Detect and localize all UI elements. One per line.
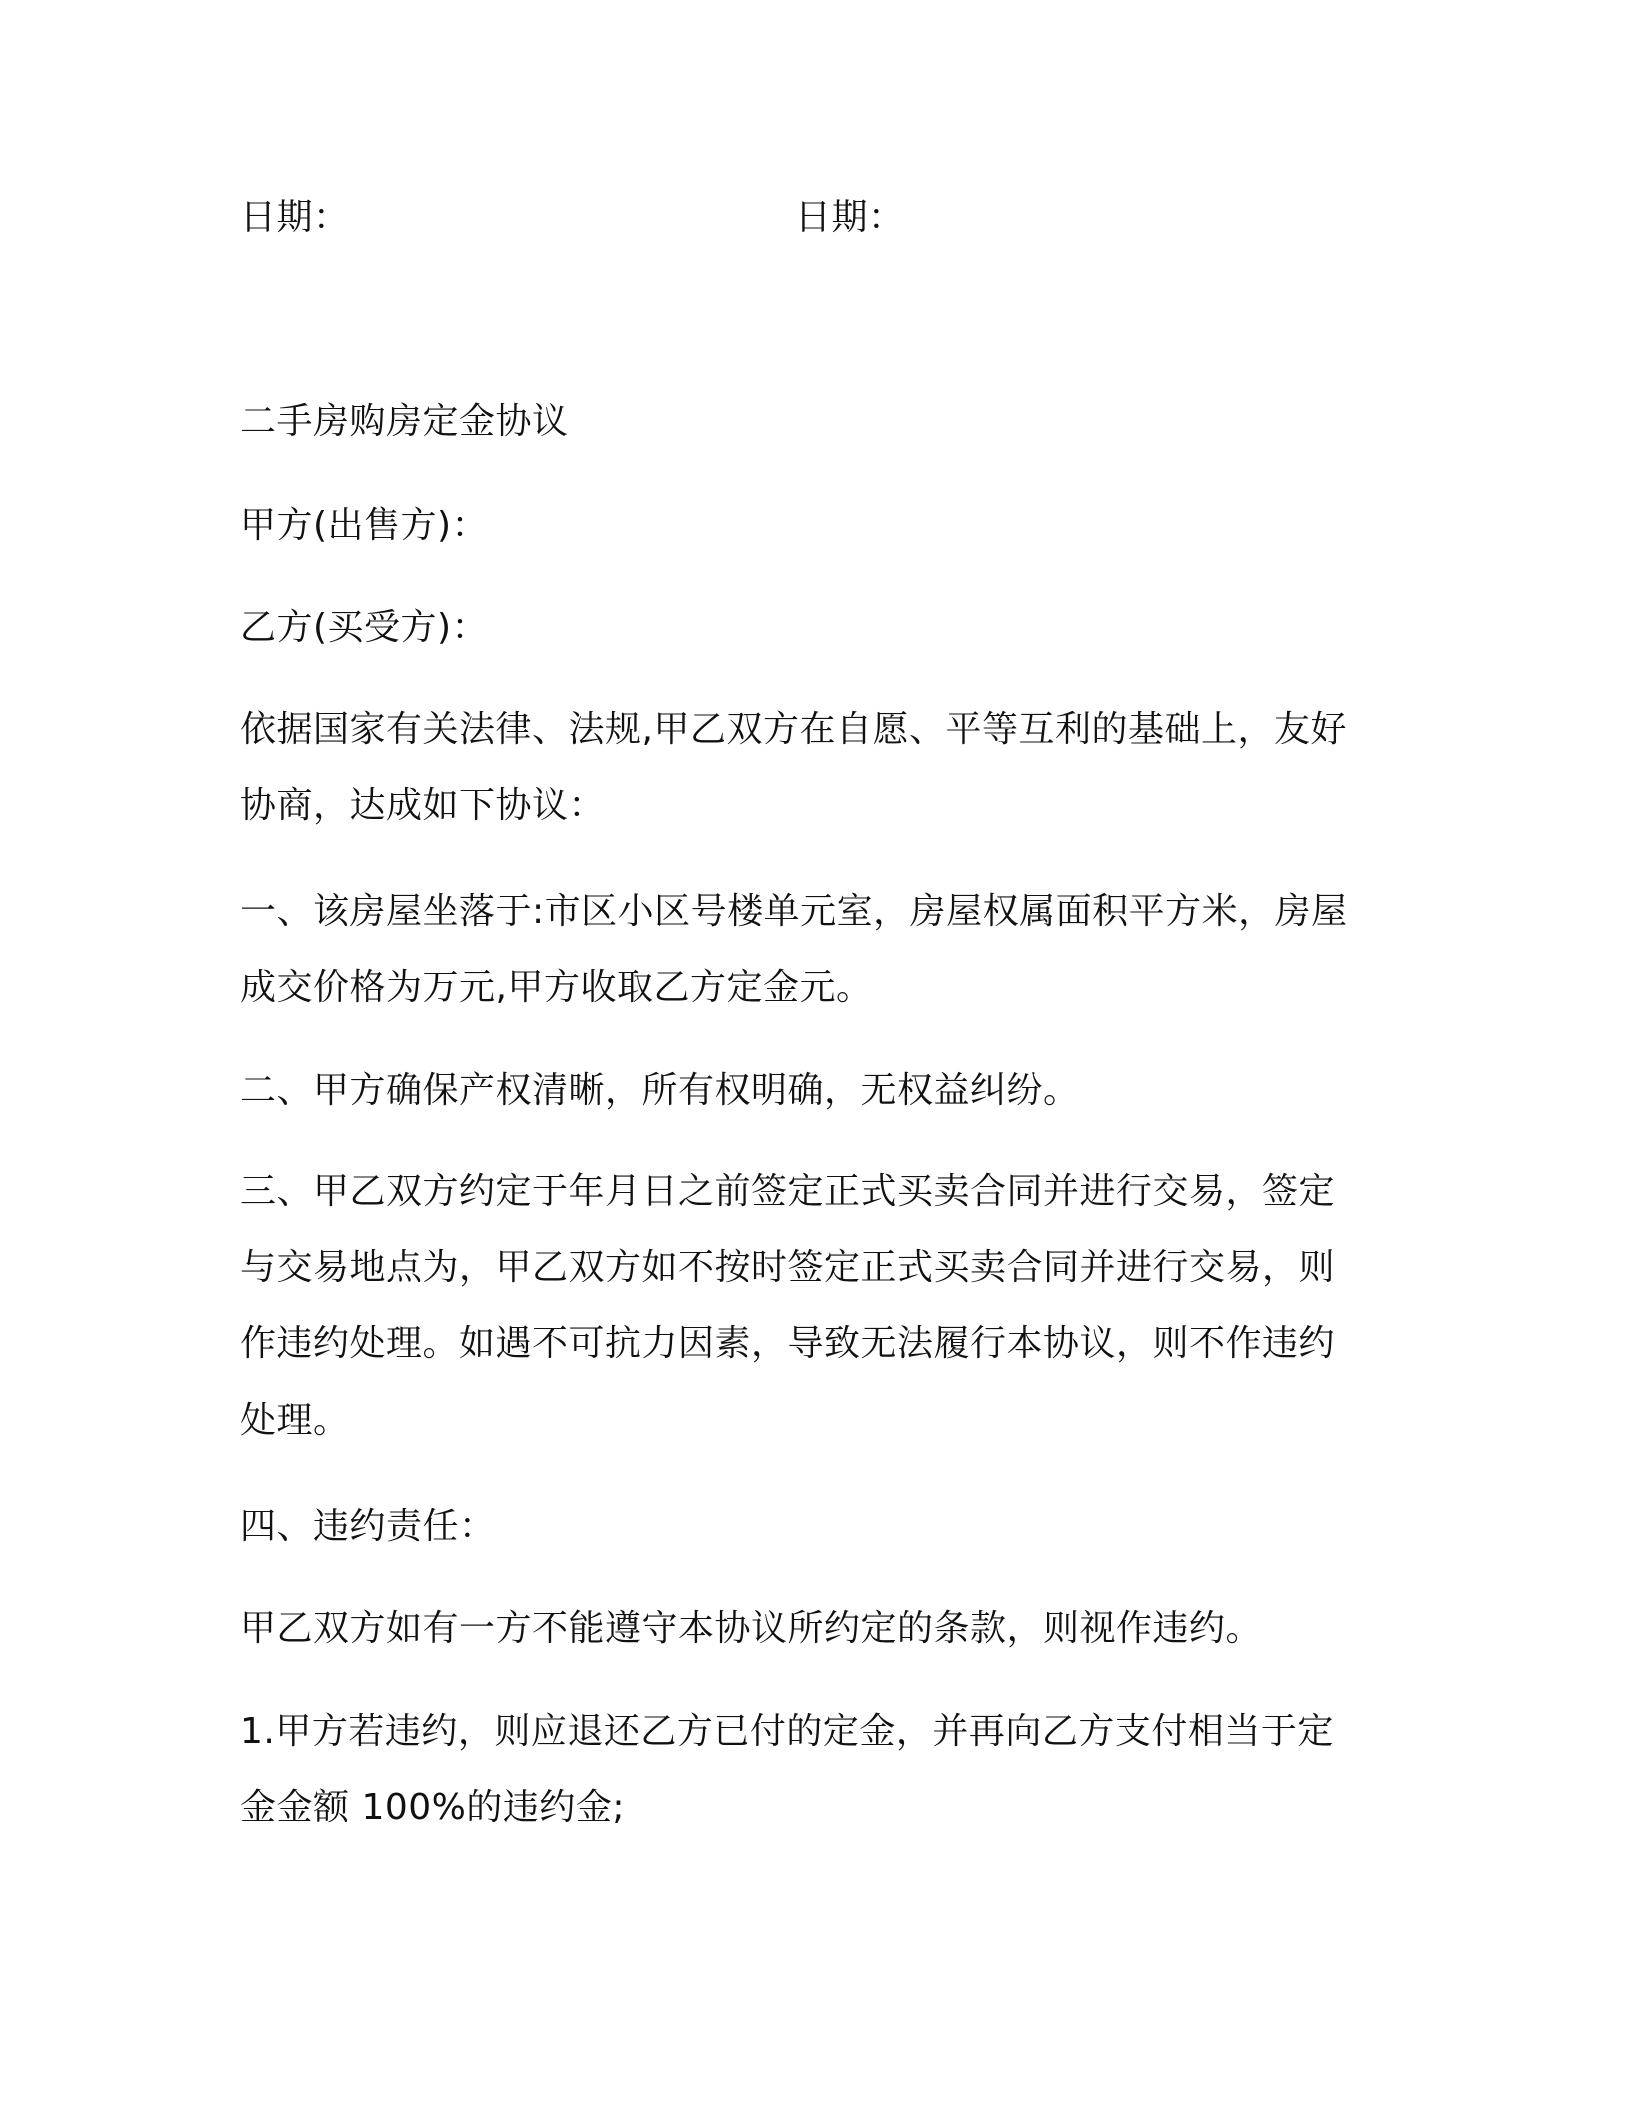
party-a-line: 甲方(出售方)： bbox=[240, 505, 489, 546]
intro-paragraph-line-1: 依据国家有关法律、法规,甲乙双方在自愿、平等互利的基础上，友好 bbox=[240, 709, 1347, 750]
document-title: 二手房购房定金协议 bbox=[240, 401, 569, 442]
clause-1-line-2: 成交价格为万元,甲方收取乙方定金元。 bbox=[240, 967, 873, 1008]
clause-4-text: 甲乙双方如有一方不能遵守本协议所约定的条款，则视作违约。 bbox=[240, 1608, 1263, 1649]
clause-2-line-1: 二、甲方确保产权清晰，所有权明确，无权益纠纷。 bbox=[240, 1070, 1080, 1111]
clause-3-line-2: 与交易地点为，甲乙双方如不按时签定正式买卖合同并进行交易，则 bbox=[240, 1247, 1336, 1288]
date-label-left: 日期： bbox=[240, 197, 350, 238]
item-1-line-2: 金金额 100%的违约金; bbox=[240, 1787, 625, 1828]
clause-4-heading: 四、违约责任： bbox=[240, 1506, 496, 1547]
item-1-line-1: 1.甲方若违约，则应退还乙方已付的定金，并再向乙方支付相当于定 bbox=[240, 1711, 1334, 1752]
date-label-right: 日期： bbox=[795, 197, 905, 238]
clause-3-line-3: 作违约处理。如遇不可抗力因素，导致无法履行本协议，则不作违约 bbox=[240, 1323, 1336, 1364]
intro-paragraph-line-2: 协商，达成如下协议： bbox=[240, 785, 606, 826]
clause-3-line-1: 三、甲乙双方约定于年月日之前签定正式买卖合同并进行交易，签定 bbox=[240, 1171, 1336, 1212]
clause-3-line-4: 处理。 bbox=[240, 1400, 350, 1441]
clause-1-line-1: 一、该房屋坐落于:市区小区号楼单元室，房屋权属面积平方米，房屋 bbox=[240, 891, 1348, 932]
party-b-line: 乙方(买受方)： bbox=[240, 607, 489, 648]
